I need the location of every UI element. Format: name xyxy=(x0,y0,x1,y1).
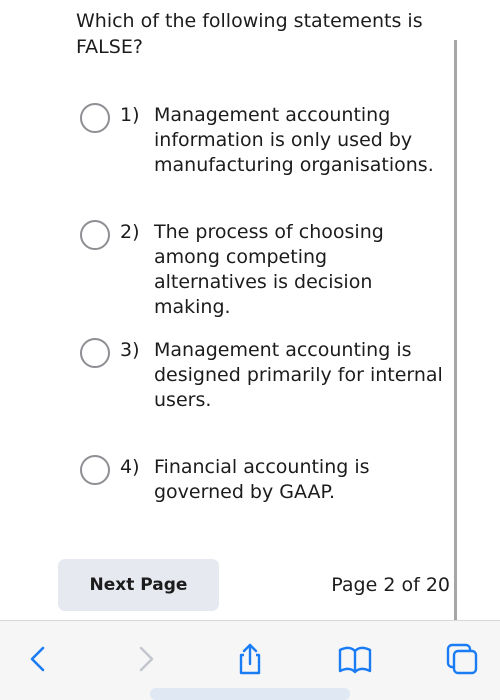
option-text: The process of choosing among competing alternatives is decision making. xyxy=(154,221,384,318)
radio-button[interactable] xyxy=(80,220,110,250)
option-number: 4) xyxy=(120,456,140,478)
option-text: Management accounting is designed primarily for internal users. xyxy=(154,339,443,411)
next-page-button[interactable]: Next Page xyxy=(58,559,219,611)
tabs-button[interactable] xyxy=(442,639,482,679)
share-button[interactable] xyxy=(230,639,270,679)
option-text: Management accounting information is only used by manufacturing organisations. xyxy=(154,104,434,176)
share-icon xyxy=(230,639,270,679)
radio-button[interactable] xyxy=(80,103,110,133)
back-button[interactable] xyxy=(18,639,58,679)
forward-icon xyxy=(126,639,166,679)
answer-option-3[interactable] xyxy=(80,338,445,413)
page-indicator: Page 2 of 20 xyxy=(331,574,450,596)
option-number: 1) xyxy=(120,104,140,126)
bookmarks-icon xyxy=(335,639,375,679)
forward-button[interactable] xyxy=(126,639,166,679)
answer-option-1[interactable] xyxy=(80,103,445,178)
back-icon xyxy=(18,639,58,679)
radio-button[interactable] xyxy=(80,338,110,368)
radio-button[interactable] xyxy=(80,455,110,485)
answer-option-4[interactable] xyxy=(80,455,445,505)
scroll-indicator[interactable] xyxy=(454,40,457,620)
bookmarks-button[interactable] xyxy=(335,639,375,679)
home-indicator xyxy=(150,688,350,700)
answer-option-2[interactable] xyxy=(80,220,445,320)
question-text: Which of the following statements is FALSE? xyxy=(76,10,423,58)
tabs-icon xyxy=(442,639,482,679)
option-number: 3) xyxy=(120,339,140,361)
option-text: Financial accounting is governed by GAAP. xyxy=(154,456,370,503)
option-number: 2) xyxy=(120,221,140,243)
